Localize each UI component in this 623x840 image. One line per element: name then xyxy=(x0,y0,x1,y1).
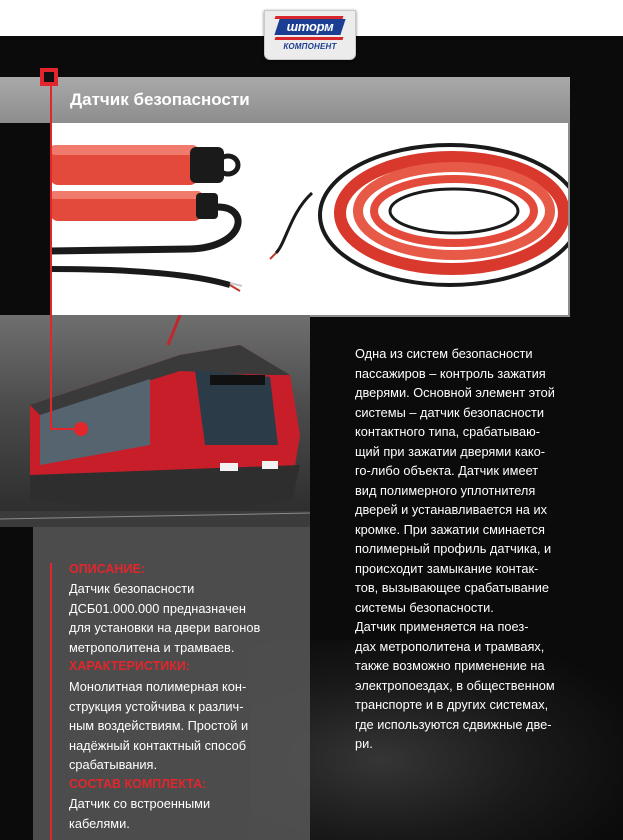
connector-line xyxy=(50,86,52,430)
tram-photo xyxy=(0,315,310,527)
brand-logo xyxy=(264,10,356,60)
sensor-photo xyxy=(50,123,570,317)
logo-wordmark: шторм xyxy=(274,19,345,35)
connector-dot xyxy=(74,422,88,436)
characteristics-text: Монолитная полимерная кон- струкция устойчива к различ- ным воздействиям. Простой и надёжный контактный способ срабатывания. xyxy=(69,679,249,772)
logo-stripe xyxy=(275,37,344,40)
sensor-illustration xyxy=(50,123,568,315)
title-band xyxy=(0,77,570,123)
body-text: Одна из систем безопасности пассажиров – контроль зажатия дверями. Основной элемент этой системы – датчик безопасности контактного типа, срабатываю- щий при зажатии дверями како- го-либо объекта. Датчик имеет вид полимерного уплотнителя дверей и устанавливается на их кромке. При зажатии сминается полимерный профиль датчика, и происходит замыкание контак- тов, вызывающее срабатывание системы безопасности. Датчик применяется на поез- дах метрополитена и трамваях, также возможно применение на электропоездах, в общественном транспорте и в других системах, где используются сдвижные две- ри. xyxy=(355,346,555,751)
tram-illustration xyxy=(0,315,310,527)
page-title: Датчик безопасности xyxy=(70,90,250,109)
kit-label: СОСТАВ КОМПЛЕКТА: xyxy=(69,777,207,791)
description-text: Датчик безопасности ДСБ01.000.000 предназначен для установки на двери вагонов метрополитена и трамваев. xyxy=(69,581,261,655)
description-label: ОПИСАНИЕ: xyxy=(69,562,145,576)
characteristics-label: ХАРАКТЕРИСТИКИ: xyxy=(69,659,190,673)
kit-text: Датчик со встроенными кабелями. xyxy=(69,796,211,831)
spec-accent-line xyxy=(50,563,52,840)
connector-marker xyxy=(40,68,58,86)
logo-subtitle: КОМПОНЕНТ xyxy=(283,42,337,51)
